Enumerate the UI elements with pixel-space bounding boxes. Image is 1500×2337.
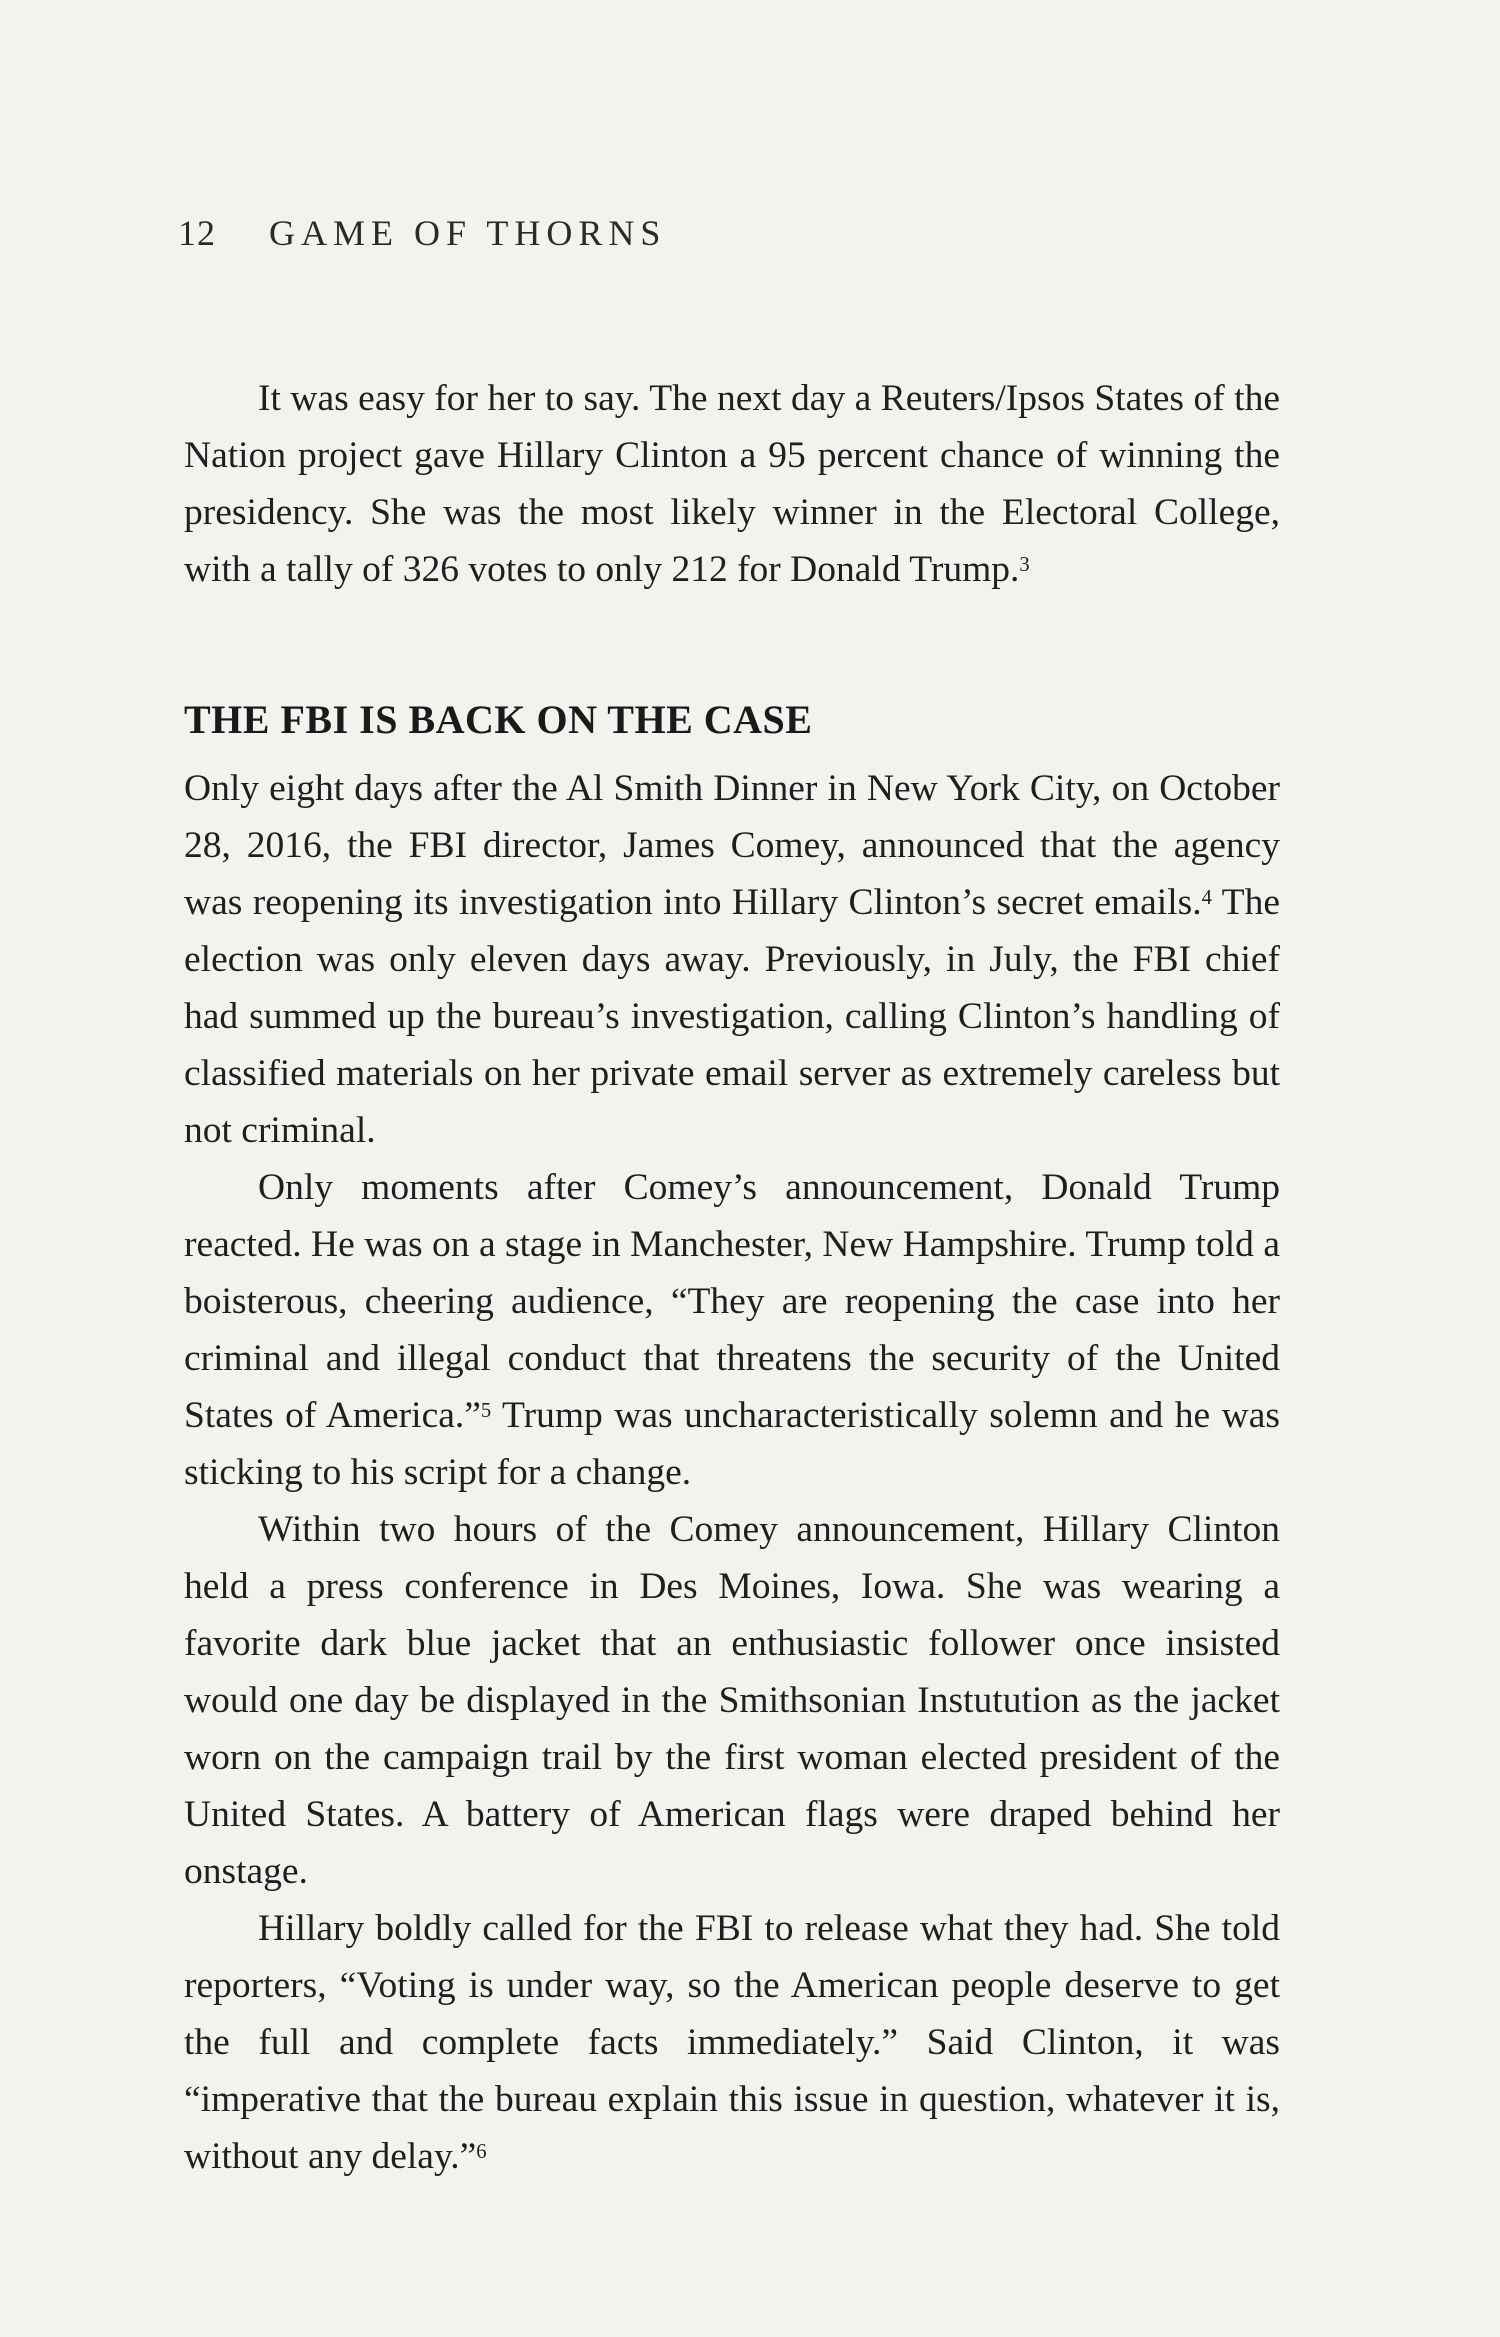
section-paragraph-1 — [184, 760, 1280, 1159]
section-paragraph-4 — [184, 1900, 1280, 2185]
paragraph-text: Only eight days after the Al Smith Dinner in New York City, on October 28, 2016, the FBI director, James Comey, announced that the agency was reopening its investigation into Hillary Clinton’s secret emails. — [184, 768, 1280, 923]
paragraph-text: Within two hours of the Comey announcement, Hillary Clinton held a press conference in Des Moines, Iowa. She was wearing a favorite dark blue jacket that an enthusiastic follower once insisted would one day be displayed in the Smithsonian Instutution as the jacket worn on the campaign trail by the first woman elected president of the United States. A battery of American flags were draped behind her onstage. — [184, 1509, 1280, 1892]
section-paragraph-2 — [184, 1159, 1280, 1501]
body-text — [184, 370, 1280, 2185]
intro-paragraph — [184, 370, 1280, 598]
footnote-marker: 3 — [1019, 553, 1030, 576]
paragraph-text-continued: Trump was uncharacteristically solemn and he was sticking to his script for a change. — [184, 1395, 1280, 1493]
book-title: GAME OF THORNS — [269, 213, 667, 253]
footnote-marker: 6 — [476, 2140, 487, 2163]
running-head — [178, 212, 666, 254]
footnote-marker: 5 — [480, 1399, 492, 1422]
section-heading: THE FBI IS BACK ON THE CASE — [184, 697, 813, 742]
paragraph-text-continued: The election was only eleven days away. Previously, in July, the FBI chief had summed up the bureau’s investigation, calling Clinton’s handling of classified materials on her private email server as extremely careless but not criminal. — [184, 882, 1280, 1151]
section-paragraph-3 — [184, 1501, 1280, 1900]
paragraph-text: Hillary boldly called for the FBI to release what they had. She told reporters, “Voting is under way, so the American people deserve to get the full and complete facts immediately.” Said Clinton, it was “imperative that the bureau explain this issue in question, whatever it is, without any delay.” — [184, 1908, 1280, 2177]
paragraph-text: Only moments after Comey’s announcement, Donald Trump reacted. He was on a stage in Manchester, New Hampshire. Trump told a boisterous, cheering audience, “They are reopening the case into her criminal and illegal conduct that threatens the security of the United States of America.” — [184, 1167, 1280, 1436]
footnote-marker: 4 — [1201, 886, 1212, 909]
paragraph-text: It was easy for her to say. The next day a Reuters/Ipsos States of the Nation project gave Hillary Clinton a 95 percent chance of winning the presidency. She was the most likely winner in the Electoral College, with a tally of 326 votes to only 212 for Donald Trump. — [184, 378, 1280, 590]
page-number: 12 — [178, 213, 216, 253]
